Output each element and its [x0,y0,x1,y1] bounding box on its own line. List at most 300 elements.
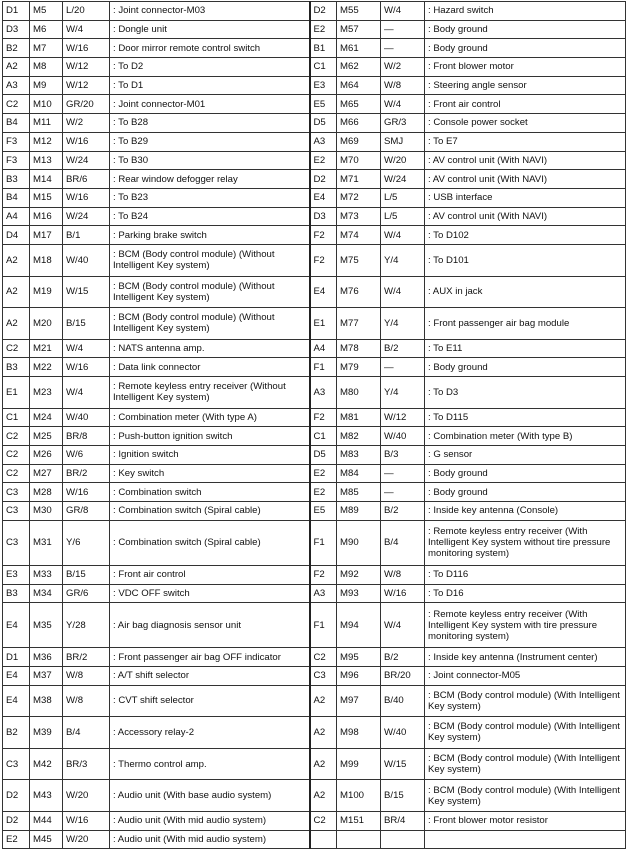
right-connector-no: M89 [337,502,381,521]
right-connector-description: : Combination meter (With type B) [425,427,626,446]
right-connector-color-pins: — [381,483,425,502]
left-grid-location: D2 [3,811,30,830]
right-connector-no: M61 [337,39,381,58]
left-connector-no: M35 [30,603,63,648]
left-grid-location: D4 [3,226,30,245]
right-grid-location: F2 [310,226,337,245]
right-connector-no: M151 [337,811,381,830]
table-row [3,339,626,358]
left-connector-no: M26 [30,446,63,465]
left-grid-location: C2 [3,464,30,483]
right-connector-no: M80 [337,377,381,409]
right-connector-description: : To D116 [425,565,626,584]
left-connector-color-pins: GR/8 [63,502,110,521]
left-connector-description: : Audio unit (With base audio system) [110,780,310,812]
right-grid-location: E5 [310,95,337,114]
right-connector-description: : G sensor [425,446,626,465]
left-connector-color-pins: W/8 [63,666,110,685]
left-connector-description: : To B28 [110,114,310,133]
table-row [3,207,626,226]
left-connector-color-pins: W/16 [63,358,110,377]
right-connector-color-pins: Y/4 [381,377,425,409]
left-connector-description: : CVT shift selector [110,685,310,717]
right-connector-description: : BCM (Body control module) (With Intelligent Key system) [425,717,626,749]
right-connector-description: : AV control unit (With NAVI) [425,207,626,226]
left-connector-description: : Accessory relay-2 [110,717,310,749]
right-connector-description: : To D115 [425,408,626,427]
left-grid-location: A3 [3,76,30,95]
right-connector-color-pins: SMJ [381,132,425,151]
right-connector-description: : To E7 [425,132,626,151]
left-connector-color-pins: W/2 [63,114,110,133]
right-connector-description [425,830,626,849]
left-connector-description: : Data link connector [110,358,310,377]
left-connector-no: M42 [30,748,63,780]
left-connector-description: : To B30 [110,151,310,170]
right-connector-color-pins: B/3 [381,446,425,465]
left-connector-no: M44 [30,811,63,830]
right-connector-no: M64 [337,76,381,95]
table-row [3,446,626,465]
right-connector-color-pins: W/24 [381,170,425,189]
table-row [3,151,626,170]
left-connector-description: : Joint connector-M03 [110,2,310,21]
right-connector-color-pins: W/4 [381,603,425,648]
left-connector-color-pins: W/12 [63,76,110,95]
right-connector-color-pins: B/40 [381,685,425,717]
left-grid-location: E2 [3,830,30,849]
right-grid-location: A2 [310,685,337,717]
left-grid-location: E4 [3,603,30,648]
left-connector-description: : VDC OFF switch [110,584,310,603]
right-connector-description: : AV control unit (With NAVI) [425,151,626,170]
left-grid-location: E4 [3,685,30,717]
right-grid-location: E1 [310,308,337,340]
table-row [3,2,626,21]
left-connector-color-pins: W/8 [63,685,110,717]
right-connector-color-pins: W/15 [381,748,425,780]
table-row [3,584,626,603]
left-connector-color-pins: W/16 [63,188,110,207]
right-connector-no: M71 [337,170,381,189]
left-connector-color-pins: W/40 [63,244,110,276]
right-connector-no: M98 [337,717,381,749]
table-row [3,408,626,427]
right-grid-location: E5 [310,502,337,521]
right-connector-description: : Body ground [425,20,626,39]
right-grid-location: D5 [310,446,337,465]
right-connector-description: : Front passenger air bag module [425,308,626,340]
left-connector-color-pins: GR/20 [63,95,110,114]
left-connector-color-pins: GR/6 [63,584,110,603]
left-connector-no: M30 [30,502,63,521]
right-connector-color-pins: Y/4 [381,244,425,276]
right-grid-location: A4 [310,339,337,358]
left-connector-color-pins: W/4 [63,339,110,358]
right-connector-description: : Body ground [425,39,626,58]
left-connector-color-pins: W/20 [63,830,110,849]
left-connector-color-pins: W/4 [63,20,110,39]
left-connector-description: : Combination switch (Spiral cable) [110,502,310,521]
right-connector-no: M96 [337,666,381,685]
left-connector-no: M6 [30,20,63,39]
left-connector-description: : NATS antenna amp. [110,339,310,358]
left-connector-no: M33 [30,565,63,584]
table-row [3,226,626,245]
left-connector-description: : To D1 [110,76,310,95]
table-row [3,276,626,308]
left-connector-color-pins: B/15 [63,565,110,584]
left-grid-location: C2 [3,427,30,446]
right-grid-location: E2 [310,151,337,170]
right-connector-description: : Front air control [425,95,626,114]
table-row [3,520,626,565]
right-grid-location [310,830,337,849]
left-connector-color-pins: L/20 [63,2,110,21]
right-connector-color-pins: B/4 [381,520,425,565]
left-connector-description: : Joint connector-M01 [110,95,310,114]
left-connector-color-pins: W/24 [63,207,110,226]
left-connector-no: M45 [30,830,63,849]
left-connector-color-pins: W/6 [63,446,110,465]
left-connector-description: : Dongle unit [110,20,310,39]
left-connector-color-pins: BR/2 [63,648,110,667]
right-connector-color-pins: B/2 [381,502,425,521]
right-connector-no: M76 [337,276,381,308]
left-connector-description: : Combination switch [110,483,310,502]
table-row [3,483,626,502]
right-connector-no: M82 [337,427,381,446]
left-connector-color-pins: W/40 [63,408,110,427]
right-grid-location: F1 [310,603,337,648]
right-grid-location: D5 [310,114,337,133]
table-row [3,170,626,189]
right-connector-color-pins: — [381,464,425,483]
right-connector-no: M84 [337,464,381,483]
right-grid-location: E4 [310,188,337,207]
left-connector-description: : Push-button ignition switch [110,427,310,446]
left-connector-no: M11 [30,114,63,133]
left-connector-no: M12 [30,132,63,151]
left-grid-location: A2 [3,58,30,77]
left-grid-location: D1 [3,2,30,21]
right-connector-description: : Front blower motor [425,58,626,77]
right-connector-no [337,830,381,849]
right-connector-no: M78 [337,339,381,358]
left-grid-location: E1 [3,377,30,409]
right-connector-color-pins: W/4 [381,95,425,114]
left-connector-description: : Remote keyless entry receiver (Without Intelligent Key system) [110,377,310,409]
table-row [3,76,626,95]
right-connector-no: M94 [337,603,381,648]
left-connector-no: M19 [30,276,63,308]
left-connector-no: M43 [30,780,63,812]
left-connector-color-pins: Y/28 [63,603,110,648]
left-grid-location: C1 [3,408,30,427]
left-connector-no: M34 [30,584,63,603]
left-connector-color-pins: B/1 [63,226,110,245]
left-connector-color-pins: BR/6 [63,170,110,189]
right-connector-no: M79 [337,358,381,377]
right-connector-description: : Steering angle sensor [425,76,626,95]
right-connector-description: : BCM (Body control module) (With Intelligent Key system) [425,780,626,812]
right-connector-no: M73 [337,207,381,226]
right-connector-color-pins: W/4 [381,226,425,245]
table-row [3,308,626,340]
right-connector-no: M95 [337,648,381,667]
right-connector-description: : Remote keyless entry receiver (With Intelligent Key system without tire pressure monitoring system) [425,520,626,565]
left-connector-color-pins: W/16 [63,483,110,502]
right-connector-no: M92 [337,565,381,584]
left-connector-description: : Thermo control amp. [110,748,310,780]
left-connector-color-pins: B/4 [63,717,110,749]
right-connector-color-pins: W/8 [381,565,425,584]
left-connector-description: : Front passenger air bag OFF indicator [110,648,310,667]
right-grid-location: A3 [310,377,337,409]
right-grid-location: B1 [310,39,337,58]
right-connector-no: M100 [337,780,381,812]
left-connector-no: M5 [30,2,63,21]
right-connector-no: M74 [337,226,381,245]
left-grid-location: B4 [3,188,30,207]
left-grid-location: C3 [3,483,30,502]
right-connector-no: M66 [337,114,381,133]
table-row [3,648,626,667]
left-connector-no: M36 [30,648,63,667]
right-connector-color-pins: B/15 [381,780,425,812]
left-connector-color-pins: W/24 [63,151,110,170]
table-row [3,95,626,114]
right-connector-color-pins: BR/20 [381,666,425,685]
left-connector-no: M16 [30,207,63,226]
left-connector-no: M13 [30,151,63,170]
left-connector-no: M17 [30,226,63,245]
right-connector-description: : Front blower motor resistor [425,811,626,830]
table-row [3,464,626,483]
left-grid-location: C2 [3,95,30,114]
table-row [3,58,626,77]
left-connector-description: : BCM (Body control module) (Without Intelligent Key system) [110,244,310,276]
right-grid-location: C3 [310,666,337,685]
right-connector-description: : Inside key antenna (Instrument center) [425,648,626,667]
left-grid-location: C3 [3,520,30,565]
left-connector-color-pins: BR/8 [63,427,110,446]
left-connector-no: M9 [30,76,63,95]
table-row [3,811,626,830]
right-grid-location: F2 [310,565,337,584]
right-connector-no: M75 [337,244,381,276]
right-connector-no: M97 [337,685,381,717]
right-connector-no: M93 [337,584,381,603]
right-connector-no: M57 [337,20,381,39]
left-grid-location: C3 [3,502,30,521]
right-connector-description: : USB interface [425,188,626,207]
left-connector-color-pins: Y/6 [63,520,110,565]
left-grid-location: A2 [3,244,30,276]
right-grid-location: D3 [310,207,337,226]
left-connector-no: M8 [30,58,63,77]
left-connector-color-pins: BR/2 [63,464,110,483]
right-connector-color-pins: W/12 [381,408,425,427]
left-connector-no: M7 [30,39,63,58]
left-connector-color-pins: W/20 [63,780,110,812]
left-connector-no: M10 [30,95,63,114]
left-connector-description: : Audio unit (With mid audio system) [110,811,310,830]
left-grid-location: B2 [3,39,30,58]
right-grid-location: E4 [310,276,337,308]
right-grid-location: C2 [310,811,337,830]
left-connector-color-pins: W/16 [63,811,110,830]
table-row [3,780,626,812]
right-connector-description: : To D3 [425,377,626,409]
right-connector-description: : Remote keyless entry receiver (With Intelligent Key system with tire pressure monitoring system) [425,603,626,648]
right-connector-color-pins: B/2 [381,339,425,358]
left-connector-description: : To B23 [110,188,310,207]
left-connector-no: M24 [30,408,63,427]
right-connector-no: M62 [337,58,381,77]
left-connector-color-pins: W/15 [63,276,110,308]
left-grid-location: A4 [3,207,30,226]
left-connector-no: M27 [30,464,63,483]
table-row [3,132,626,151]
left-grid-location: A2 [3,276,30,308]
right-connector-no: M81 [337,408,381,427]
right-grid-location: C1 [310,58,337,77]
right-grid-location: E3 [310,76,337,95]
table-row [3,830,626,849]
table-row [3,114,626,133]
left-connector-no: M25 [30,427,63,446]
left-grid-location: C2 [3,339,30,358]
left-connector-color-pins: W/12 [63,58,110,77]
right-connector-color-pins: W/40 [381,427,425,446]
left-grid-location: D1 [3,648,30,667]
right-connector-no: M72 [337,188,381,207]
right-connector-description: : Body ground [425,483,626,502]
right-grid-location: E2 [310,483,337,502]
left-connector-description: : To B24 [110,207,310,226]
left-grid-location: E4 [3,666,30,685]
right-connector-description: : Hazard switch [425,2,626,21]
left-connector-no: M23 [30,377,63,409]
left-connector-no: M38 [30,685,63,717]
right-grid-location: D2 [310,170,337,189]
right-connector-color-pins: W/40 [381,717,425,749]
right-grid-location: E2 [310,20,337,39]
left-connector-description: : BCM (Body control module) (Without Intelligent Key system) [110,308,310,340]
right-grid-location: D2 [310,2,337,21]
left-connector-description: : Key switch [110,464,310,483]
right-grid-location: C2 [310,648,337,667]
left-connector-description: : Air bag diagnosis sensor unit [110,603,310,648]
right-grid-location: A3 [310,132,337,151]
right-connector-description: : Joint connector-M05 [425,666,626,685]
left-connector-no: M39 [30,717,63,749]
table-row [3,565,626,584]
left-grid-location: A2 [3,308,30,340]
right-connector-color-pins: W/8 [381,76,425,95]
left-connector-description: : Door mirror remote control switch [110,39,310,58]
left-connector-color-pins: B/15 [63,308,110,340]
right-connector-description: : AV control unit (With NAVI) [425,170,626,189]
table-row [3,377,626,409]
right-connector-color-pins: — [381,39,425,58]
left-connector-description: : Combination switch (Spiral cable) [110,520,310,565]
right-connector-color-pins: W/4 [381,276,425,308]
left-connector-description: : Ignition switch [110,446,310,465]
right-grid-location: C1 [310,427,337,446]
right-grid-location: F1 [310,520,337,565]
right-connector-no: M85 [337,483,381,502]
left-connector-color-pins: W/16 [63,132,110,151]
left-grid-location: B3 [3,584,30,603]
left-connector-description: : Parking brake switch [110,226,310,245]
right-connector-description: : To E11 [425,339,626,358]
right-grid-location: A2 [310,717,337,749]
left-grid-location: B3 [3,358,30,377]
right-connector-description: : Body ground [425,464,626,483]
left-connector-color-pins: BR/3 [63,748,110,780]
right-connector-description: : To D102 [425,226,626,245]
right-grid-location: A2 [310,780,337,812]
connector-table [2,1,626,849]
right-connector-color-pins: L/5 [381,207,425,226]
table-row [3,188,626,207]
left-connector-no: M14 [30,170,63,189]
right-connector-no: M83 [337,446,381,465]
right-grid-location: F1 [310,358,337,377]
right-connector-no: M55 [337,2,381,21]
right-connector-no: M70 [337,151,381,170]
right-connector-description: : AUX in jack [425,276,626,308]
right-connector-no: M99 [337,748,381,780]
left-grid-location: D2 [3,780,30,812]
table-row [3,748,626,780]
right-connector-color-pins: W/4 [381,2,425,21]
right-connector-no: M90 [337,520,381,565]
left-connector-description: : A/T shift selector [110,666,310,685]
left-connector-description: : Audio unit (With mid audio system) [110,830,310,849]
left-grid-location: B4 [3,114,30,133]
right-connector-color-pins: W/16 [381,584,425,603]
right-connector-description: : Body ground [425,358,626,377]
right-connector-color-pins: — [381,358,425,377]
right-connector-color-pins: Y/4 [381,308,425,340]
right-grid-location: E2 [310,464,337,483]
right-connector-description: : To D101 [425,244,626,276]
right-connector-description: : BCM (Body control module) (With Intelligent Key system) [425,748,626,780]
right-connector-color-pins: GR/3 [381,114,425,133]
right-connector-color-pins: BR/4 [381,811,425,830]
left-connector-no: M20 [30,308,63,340]
left-connector-no: M28 [30,483,63,502]
left-connector-no: M37 [30,666,63,685]
left-grid-location: F3 [3,151,30,170]
table-row [3,666,626,685]
left-grid-location: D3 [3,20,30,39]
right-connector-color-pins: W/20 [381,151,425,170]
right-grid-location: F2 [310,408,337,427]
right-connector-description: : To D16 [425,584,626,603]
left-grid-location: B3 [3,170,30,189]
right-connector-description: : Inside key antenna (Console) [425,502,626,521]
connector-list [2,1,626,849]
left-grid-location: C3 [3,748,30,780]
right-connector-color-pins: — [381,20,425,39]
right-connector-no: M65 [337,95,381,114]
left-connector-color-pins: W/16 [63,39,110,58]
table-row [3,603,626,648]
